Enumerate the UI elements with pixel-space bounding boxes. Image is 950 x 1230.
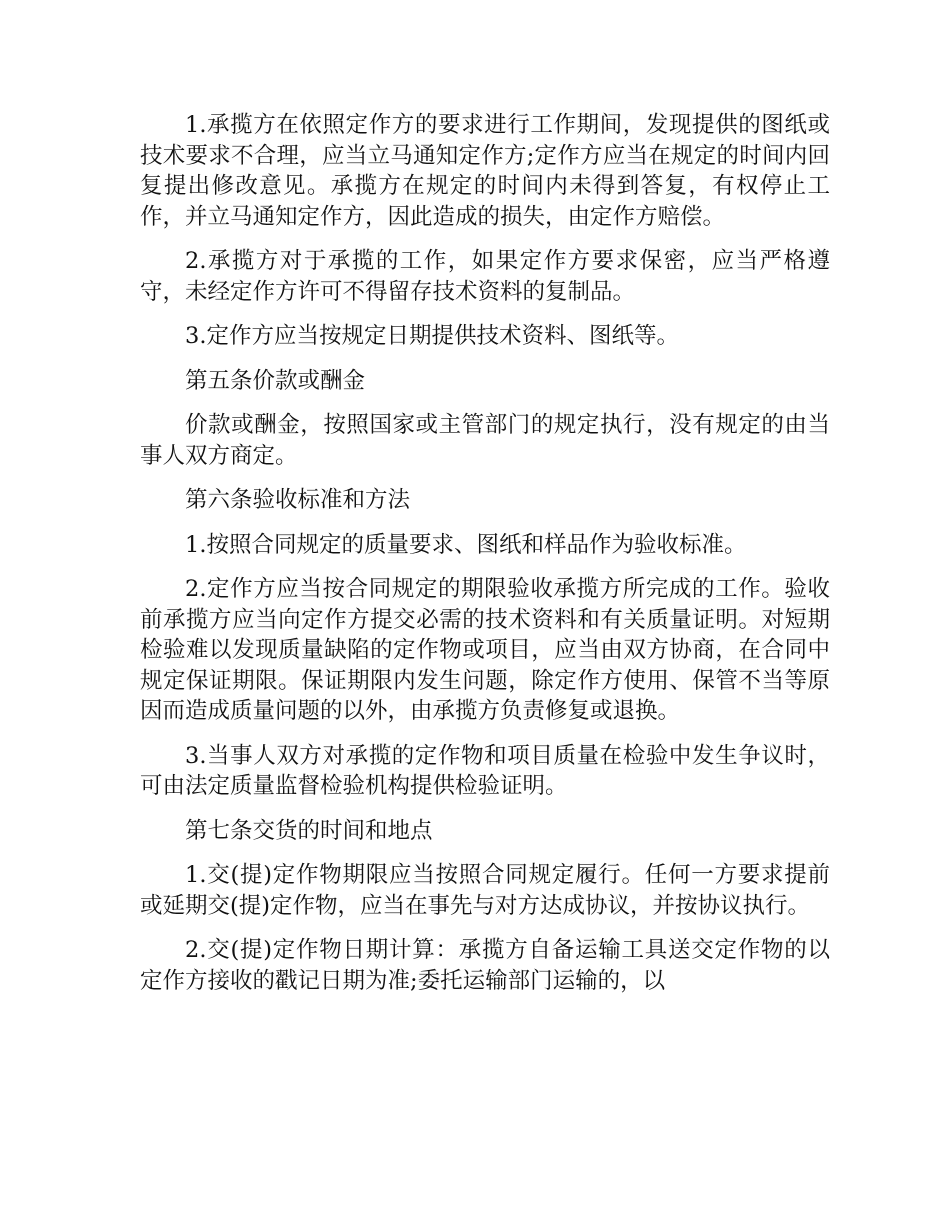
article-7-item-2: 2.交(提)定作物日期计算：承揽方自备运输工具送交定作物的以定作方接收的戳记日期为准;委托运输部门运输的，以 [140,937,830,994]
document-page [140,110,830,1010]
article-6-item-2: 2.定作方应当按合同规定的期限验收承揽方所完成的工作。验收前承揽方应当向定作方提交必需的技术资料和有关质量证明。对短期检验难以发现质量缺陷的定作物或项目，应当由双方协商，在合同中规定保证期限。保证期限内发生问题，除定作方使用、保管不当等原因而造成质量问题的以外，由承揽方负责修复或退换。 [140,576,830,724]
article-7-item-1: 1.交(提)定作物期限应当按照合同规定履行。任何一方要求提前或延期交(提)定作物，应当在事先与对方达成协议，并按协议执行。 [140,862,830,919]
article-6-item-1: 1.按照合同规定的质量要求、图纸和样品作为验收标准。 [185,531,747,558]
clause-paragraph-2: 2.承揽方对于承揽的工作，如果定作方要求保密，应当严格遵守，未经定作方许可不得留存技术资料的复制品。 [140,248,830,305]
article-6-item-3: 3.当事人双方对承揽的定作物和项目质量在检验中发生争议时，可由法定质量监督检验机构提供检验证明。 [140,742,830,799]
article-heading-6: 第六条验收标准和方法 [185,487,411,513]
article-heading-7: 第七条交货的时间和地点 [185,817,433,844]
clause-paragraph-3: 3.定作方应当按规定日期提供技术资料、图纸等。 [185,323,679,349]
article-5-body: 价款或酬金，按照国家或主管部门的规定执行，没有规定的由当事人双方商定。 [140,412,830,469]
article-heading-5: 第五条价款或酬金 [185,367,366,394]
clause-paragraph-1: 1.承揽方在依照定作方的要求进行工作期间，发现提供的图纸或技术要求不合理，应当立马通知定作方;定作方应当在规定的时间内回复提出修改意见。承揽方在规定的时间内未得到答复，有权停止工作，并立马通知定作方，因此造成的损失，由定作方赔偿。 [140,112,830,230]
